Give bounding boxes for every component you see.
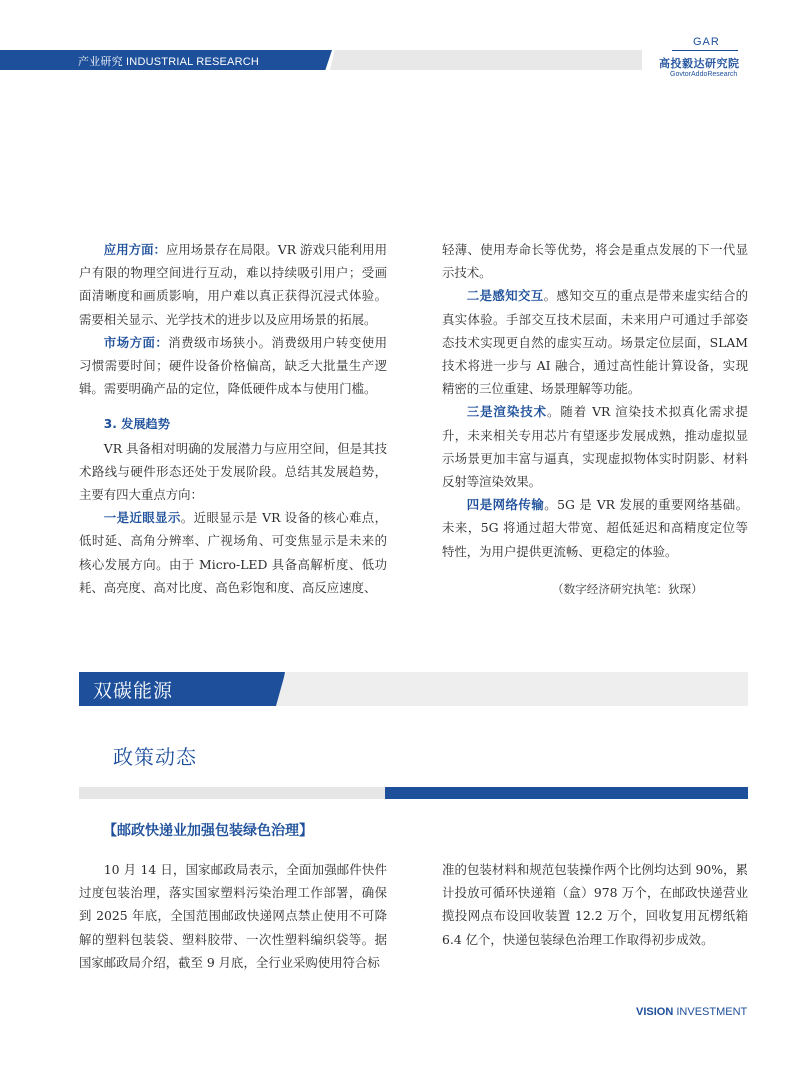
author-signature: （数字经济研究执笔：狄琛） xyxy=(552,582,703,596)
text-application: 应用场景存在局限。VR 游戏只能利用用户有限的物理空间进行互动，难以持续吸引用户；受画面清晰度和画质影响，用户难以真正获得沉浸式体验。需要相关显示、光学技术的进步以及应用场景的拓展。 xyxy=(79,242,387,327)
paragraph-interaction xyxy=(442,284,748,400)
section-banner-grey xyxy=(276,672,748,706)
paragraph-rendering xyxy=(442,400,748,493)
label-near-eye: 一是近眼显示 xyxy=(103,510,181,526)
text-market: 消费级市场狭小。消费级用户转变使用习惯需要时间；硬件设备价格偏高，缺乏大批量生产逻辑。需要明确产品的定位，降低硬件成本与使用门槛。 xyxy=(79,334,388,397)
footer-brand-bold: VISION xyxy=(636,1006,674,1018)
heading-trends-text: 3. 发展趋势 xyxy=(103,417,170,432)
paragraph-market xyxy=(79,331,387,401)
news-right-column xyxy=(442,858,748,951)
news-paragraph-left: 10 月 14 日，国家邮政局表示，全面加强邮件快件过度包装治理，落实国家塑料污染治理工作部署，确保到 2025 年底，全国范围邮政快递网点禁止使用不可降解的塑料包装袋、塑料胶带、一次性塑料编织袋等。据国家邮政局介绍，截至 9 月底，全行业采购使用符合标 xyxy=(79,862,387,970)
header-band-grey xyxy=(330,50,642,70)
text-near-eye: 。近眼显示是 VR 设备的核心难点，低时延、高角分辨率、广视场角、可变焦显示是未来的核心发展方向。由于 Micro-LED 具备高解析度、低功耗、高亮度、高对比度、高色彩饱和度、高反应速度、 xyxy=(79,510,388,595)
label-market: 市场方面： xyxy=(103,334,169,350)
heading-trends xyxy=(79,412,387,436)
label-application: 应用方面： xyxy=(103,242,166,257)
paragraph-trends-intro: VR 具备相对明确的发展潜力与应用空间，但是其技术路线与硬件形态还处于发展阶段。总结其发展趋势，主要有四大重点方向： xyxy=(79,440,387,503)
logo-gar-text: GAR xyxy=(693,36,720,48)
news-left-column xyxy=(79,858,387,974)
footer-brand xyxy=(636,1006,747,1018)
text-interaction: 。感知交互的重点是带来虚实结合的真实体验。手部交互技术层面，未来用户可通过手部姿态技术实现更自然的虚实互动。场景定位层面，SLAM 技术将进一步与 AI 融合，通过高性能计算设备，实现精密的三位重建、场景理解等功能。 xyxy=(442,288,749,397)
news-paragraph-right: 准的包装材料和规范包装操作两个比例均达到 90%，累计投放可循环快递箱（盒）978 万个，在邮政快递营业揽投网点布设回收装置 12.2 万个，回收复用瓦楞纸箱 6.4 亿个，快递包装绿色治理工作取得初步成效。 xyxy=(442,862,748,947)
text-rendering: 。随着 VR 渲染技术拟真化需求提升，未来相关专用芯片有望逐步发展成熟，推动虚拟显示场景更加丰富与逼真，实现虚拟物体实时阴影、材料反射等渲染效果。 xyxy=(442,404,749,490)
text-network: 。5G 是 VR 发展的重要网络基础。未来，5G 将通过超大带宽、超低延迟和高精度定位等特性，为用户提供更流畅、更稳定的体验。 xyxy=(442,497,749,559)
label-rendering: 三是渲染技术 xyxy=(466,404,548,420)
paragraph-near-eye xyxy=(79,506,387,599)
logo-chinese-name: 高投毅达研究院 xyxy=(659,57,740,70)
section-banner-title: 双碳能源 xyxy=(93,680,174,702)
right-column xyxy=(442,238,748,563)
logo-english-name: GovtorAddoResearch xyxy=(670,71,738,78)
footer-brand-rest: INVESTMENT xyxy=(673,1006,748,1018)
paragraph-application xyxy=(79,238,387,331)
policy-title: 政策动态 xyxy=(113,745,197,769)
policy-divider-grey xyxy=(79,787,385,799)
paragraph-display-cont: 轻薄、使用寿命长等优势，将会是重点发展的下一代显示技术。 xyxy=(442,242,748,281)
header-section-label: 产业研究 INDUSTRIAL RESEARCH xyxy=(78,56,260,68)
policy-divider-blue xyxy=(385,787,748,799)
logo-divider xyxy=(672,50,738,51)
label-interaction: 二是感知交互 xyxy=(466,288,544,304)
news-headline: 【邮政快递业加强包装绿色治理】 xyxy=(103,823,313,839)
label-network: 四是网络传输 xyxy=(466,497,545,513)
left-column xyxy=(79,238,387,599)
paragraph-network xyxy=(442,493,748,563)
